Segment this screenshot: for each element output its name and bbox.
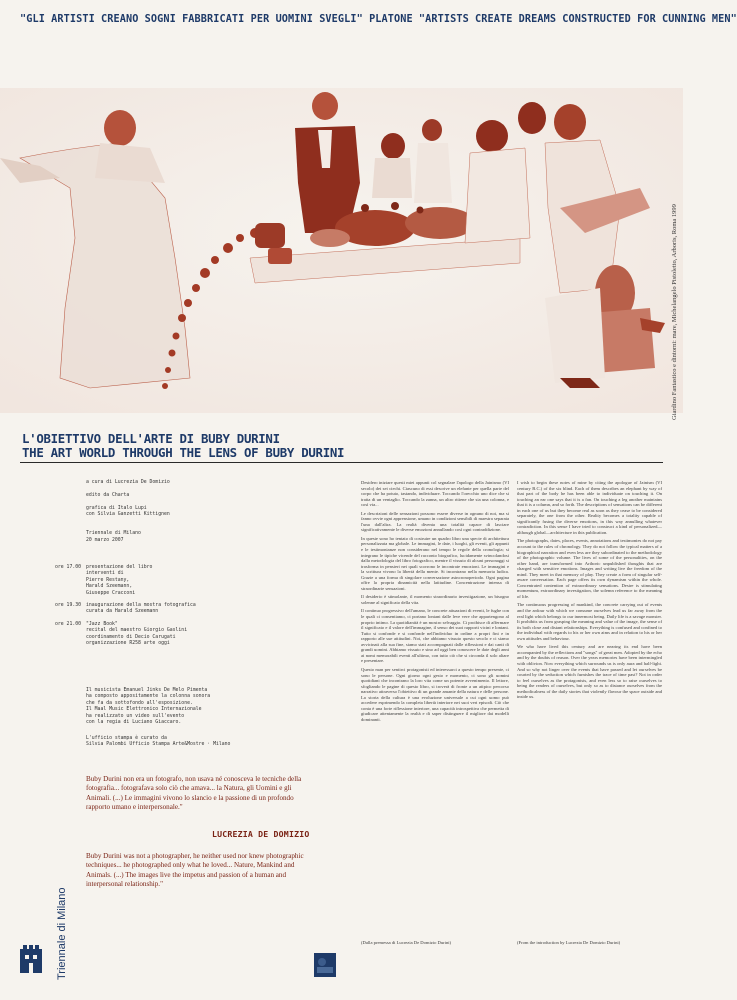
column-paragraph: Le descrizioni delle sensazioni possono essere diverse in ognuno di noi, ma si fanno ovvie ogni apprensione, umano in condizioni sensibili di maestra separata l'una dall'altra. La realtà diventa una totalità capace di lasciare significativamente le diverse emozioni annullando così ogni contraddizione. bbox=[361, 510, 509, 533]
photo-credit bbox=[661, 120, 678, 420]
notes-line: con la regia di Luciano Giaccaro. bbox=[86, 720, 182, 726]
schedule-line: Pierre Restany, bbox=[86, 577, 130, 583]
logo-wordmark bbox=[44, 887, 68, 980]
schedule-line: coordinamento di Decio Carugati bbox=[86, 634, 176, 640]
notes-paragraph bbox=[86, 688, 286, 726]
italian-source: (Dalla premessa di Lucrezia De Domizio Durini) bbox=[361, 940, 452, 945]
column-paragraph: Questo man per sentirci protagonisti ed interessarci a questo tempo presente, ci sono le persone. Ogni giorno ogni gesto e momento, ci sono gli uomini quotidiani che incontrano la loro vita come un potente avvenimento. Il lettore, sfogliando le pagine di questo libro, si troverà di fronte a un atipico percorso narrativo attraverso l'obiettivo di un grande amante della natura e delle persone. La storia della cultura è una evoluzione universale a cui ogni uomo può accedere esprimendo la completa libertà interiore nei suoi veri episodi. Ciò che conta è una forte riflessione interiore, una capacità introspettiva che permetta di giudicare attentamente la realtà e di saper distinguere il migliore dai modelli dominanti. bbox=[361, 666, 509, 722]
header-quote: "GLI ARTISTI CREANO SOGNI FABBRICATI PER UOMINI SVEGLI" PLATONE "ARTISTS CREATE DREAMS CONSTRUCTED FOR CUNNING MEN" bbox=[20, 14, 737, 25]
column-paragraph: I wish to begin these notes of mine by citing the apologue of Jainism (VI century B.C.) of the six blind. Each of them describes an elephant by way of that part of the body he has been able to individuate on touching it. On touching an ear one says that it is a fan. On touching a leg another maintains that it is a column, and so forth. The descriptions of sensations can be different in each one of us but they become real as soon as they cease to be considered separately, the one from the other. Reality becomes a totality capable of significantly fusing the diverse emotions, in this way annulling whatever contradiction. In this sense I have tried to construct a kind of personalized—although global—architecture in this publication. bbox=[517, 480, 662, 535]
triennale-logo-icon bbox=[20, 945, 42, 973]
column-paragraph: The photographs, dates, places, events, annotations and testimonies do not pay account to the rules of chronology. They do not follow the typical matters of a biographical narration and even less are they subordinated to the methodology of the photographic volume. The lives of some of the personalities, on the other hand, are transformed into Arthoric unpublished thoughts that are charged with sensitive emotions. Images and writing live the freedom of the mind. They meet in that memory of play. They create a form of singular self-aware conversation. Each page offers its own dynamism within the whole. Concentrated contention of extraordinary sensations. Desire is stimulating momentum, extraordinary investigation, the solemn reference to the meaning of life. bbox=[517, 538, 662, 599]
schedule-line: recital del maestro Giorgio Gaslini bbox=[86, 628, 188, 634]
schedule-time: ore 19.30 bbox=[55, 603, 81, 608]
schedule-line: inaugurazione della mostra fotografica bbox=[86, 603, 196, 608]
logo-wordmark-text: Triennale di Milano bbox=[56, 887, 68, 980]
schedule-line: Giuseppe Cracconi bbox=[86, 590, 136, 596]
small-thumbnail-image bbox=[314, 953, 336, 977]
notes-line: ha realizzato un video sull'evento bbox=[86, 713, 185, 719]
schedule-line: Harald Szeemann, bbox=[86, 584, 133, 590]
column-paragraph: In queste sono ho tentato di costruire un quadro libro una specie di architettura personalizzata ma globale. Le immagini, le date, i luoghi, gli eventi, gli appunti e le testimonianze non considerano nel tempo le regole della cronologia; si integrano le tipiche vicende del racconto biografico, lucidamente svincolandosi dalla metodologia del libro fotografico, mentre il vissuto di alcuni personaggi si trasforma in pensieri nei quali scorrono le incontrate emozioni. Le immagini e la scrittura vivono la libertà della mente. Si incontrano nella memoria ludica. Grazie a una forma di singolare conversazione asincronoperiodo. Ogni pagina offre la propria dinamicità nella latitudine. Concentrazione intensa di straordinarie sensazioni. bbox=[361, 535, 509, 591]
schedule-line: curata da Harald Szeemann bbox=[86, 609, 159, 615]
notes-line: ha composto appositamente la colonna sonora bbox=[86, 694, 211, 700]
column-paragraph: The continuous progressing of mankind, the concrete carrying out of events and the ardour with which we consume ourselves lead us far away from the real light which belongs to our innermost being. Daily life is a savage monster. It prohibits us from grasping the meaning and value of the image, the sense of its both close and distant relationships. Everything is confused and confined to the individual with regards to his or her own aims and in relation to his or her own attitudes and behaviour. bbox=[517, 602, 662, 641]
credit-line: edito da Charta bbox=[86, 492, 130, 498]
title-english: THE ART WORLD THROUGH THE LENS OF BUBY DURINI bbox=[22, 445, 345, 460]
quote-italian: Buby Durini non era un fotografo, non usava né conosceva le tecniche della fotografia... fotografava solo ciò che amava... la Natura, gli Uomini e gli Animali. (...) Le immagini vivono lo slancio e la passione di un profondo rapporto umano e interpersonale." bbox=[86, 775, 302, 812]
credit-line: a cura di Lucrezia De Domizio bbox=[86, 480, 170, 485]
notes-line: Il Maal Music Elettronico Internazionale bbox=[86, 707, 202, 713]
credit-line: Triennale di Milano bbox=[86, 531, 141, 537]
english-text-column bbox=[517, 480, 662, 940]
schedule-time: ore 21.00 bbox=[55, 622, 81, 627]
column-paragraph: Il continuo progressivo dell'umano, le concrete attuazioni di eventi, le fughe con le quali ci consentiamo, ci portano lontani dalle leve vere che appartengono al proprio intimo. La quotidianità è un mostro selvaggio. Ci proibisce di affermare il significato e il valore dell'immagine, il senso dei suoi rapporti vicini e lontani. Tutto si confonde e si confonde nell'individuo in ordine a propri fini e in rapporto alle sue attitudini. Noi, che abbiamo vissuto questo secolo e ci siamo avvicinati alla sua fine, siamo stati accompagnati dalle riflessioni e dai canti di grandi uomini. Abbiamo vissuto e sino ad oggi ben conoscere le date degli anni ai nomi memorabili eventi all'ultimo, con tutto ciò che si circonda il solo altare e presentare. bbox=[361, 608, 509, 664]
column-paragraph: Desidero iniziare questi miei appunti col segnalare l'apologo della Jainismo (VI secolo) dei sei ciechi. Ciascuno di essi descrive un elefante per quella parte del corpo che ha potuto, tastando, individuare. Toccando l'orecchio uno dice che si tratta di un ventaglio. Toccando la zanna, un altro ritiene che sia una colonna, e così via... bbox=[361, 480, 509, 508]
credit-line: 20 marzo 2007 bbox=[86, 537, 124, 543]
column-paragraph: Il desiderio è stimolante, il momento straordinario investigazione, un bisogno solenne al significato della vita. bbox=[361, 594, 509, 605]
schedule-line: "Jazz Book" bbox=[86, 622, 118, 627]
title-divider bbox=[20, 462, 663, 463]
credit-line: grafica di Italo Lupi bbox=[86, 505, 147, 511]
notes-line: Il musicista Emanuel Jinks De Melo Pimenta bbox=[86, 688, 208, 693]
photo-credit-text: Giardino Fantastico e dintorni: mare, Michelangelo Pistoletto, Arboris, Roma 1999 bbox=[671, 204, 678, 420]
quote-english: Buby Durini was not a photographer, he neither used nor knew photographic techniques... he photographed only what he loved... Nature, Mankind and Animals. (...) The images live the impetus and passion of a human and interpersonal relationship." bbox=[86, 852, 304, 889]
notes-line: che fa da sottofondo all'esposizione. bbox=[86, 700, 193, 706]
duotone-photo-illustration bbox=[0, 88, 683, 413]
hero-photograph bbox=[0, 88, 683, 413]
credit-line: con Silvia Ganzetti Kittignen bbox=[86, 512, 170, 518]
italian-text-column bbox=[361, 480, 509, 930]
column-paragraph: We who have lived this century and are nearing its end have been accompanied by the reflections and "songs" of great men. Adopted by the echo and by the doubts of reason. Over the years memories have been intermingled with oblivion. Now everything which surrounds us is only aura and half-light. And so why not linger over the events that have passed and let ourselves be courted by the seduction which furnishes the trace of time past? Not in order to feel ourselves as the protagonists, and even less so to raise ourselves to being the readers of ourselves, but only so as to distance ourselves from the methodicalness of the daily stories that violently flavour the space outside and inside us. bbox=[517, 644, 662, 700]
press-office-note bbox=[86, 736, 286, 749]
schedule-line: organizzazione R258 arte oggi bbox=[86, 641, 170, 647]
title-italian: L'OBIETTIVO DELL'ARTE DI BUBY DURINI bbox=[22, 431, 280, 446]
english-source: (From the introduction by Lucrezia De Domizio Durini) bbox=[517, 940, 621, 945]
notes-line: Silvia Palombi Ufficio Stampa Arte&Mostre · Milano bbox=[86, 742, 231, 748]
schedule-line: interventi di bbox=[86, 571, 124, 577]
schedule-time: ore 17.00 bbox=[55, 565, 81, 570]
notes-line: L'ufficio stampa è curato da bbox=[86, 736, 167, 741]
credits-block bbox=[86, 480, 266, 544]
quote-author: LUCREZIA DE DOMIZIO bbox=[212, 829, 310, 839]
schedule-line: presentazione del libro bbox=[86, 565, 153, 570]
